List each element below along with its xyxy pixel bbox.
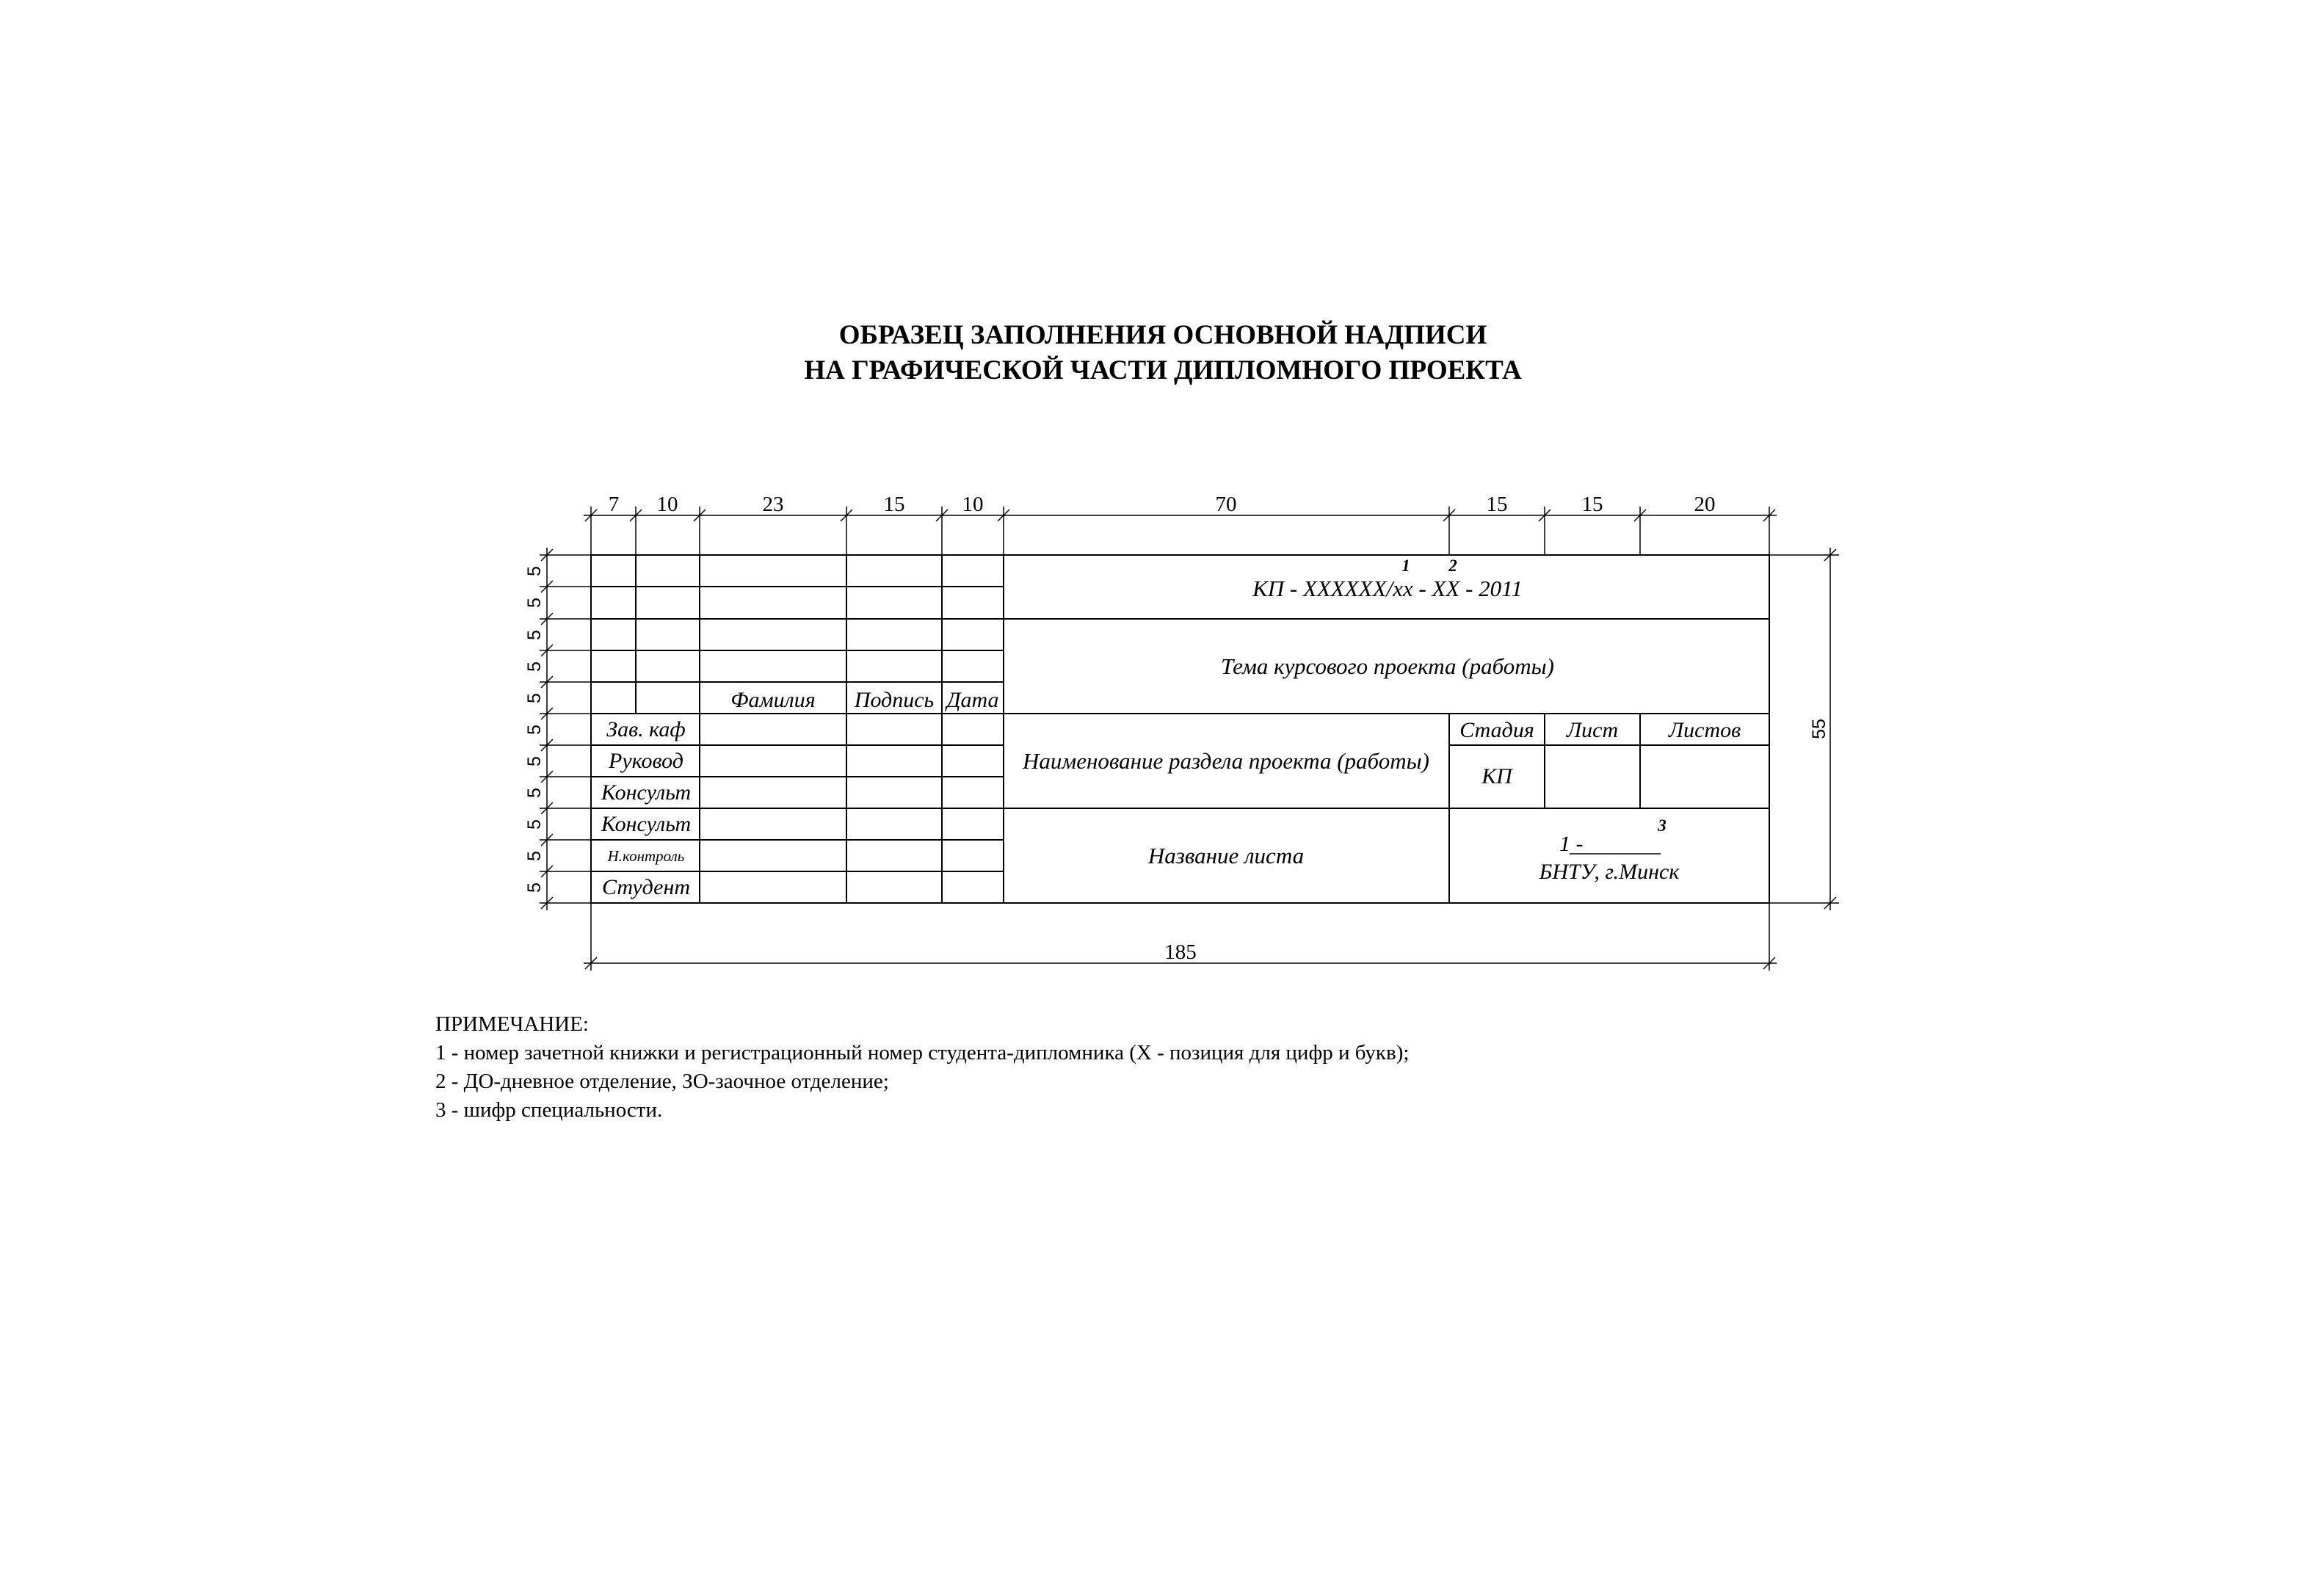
project-topic: Тема курсового проекта (работы) <box>1221 653 1554 679</box>
col-width-label: 7 <box>608 493 620 516</box>
role-head: Зав. каф <box>606 717 686 741</box>
row-height-label: 5 <box>524 851 545 861</box>
row-height-label: 5 <box>524 598 545 608</box>
row-height-label: 5 <box>524 566 545 576</box>
col-width-label: 15 <box>1486 493 1508 516</box>
org-mark: 3 <box>1658 816 1666 835</box>
row-height-label: 5 <box>524 725 545 735</box>
col-width-label: 15 <box>1581 493 1603 516</box>
org-group: 1 - <box>1559 832 1584 856</box>
col-width-label: 10 <box>962 493 984 516</box>
row-height-labels <box>524 566 545 893</box>
document-designation: КП - ХХХХХХ/хх - ХХ - 2011 <box>1252 576 1523 601</box>
sheets-header: Листов <box>1668 718 1741 742</box>
note-item: 3 - шифр специальности. <box>435 1098 663 1122</box>
col-width-label: 15 <box>883 493 905 516</box>
role-normcontrol: Н.контроль <box>607 847 685 865</box>
designation-mark-2: 2 <box>1448 556 1457 575</box>
left-dimension <box>540 548 591 910</box>
row-height-label: 5 <box>524 756 545 766</box>
role-student: Студент <box>602 875 690 899</box>
col-width-label: 10 <box>656 493 678 516</box>
col-width-label: 23 <box>762 493 784 516</box>
total-height-label: 55 <box>1809 719 1829 739</box>
stage-value: КП <box>1481 764 1512 788</box>
role-consultant: Консульт <box>601 780 692 805</box>
page-title-line1: ОБРАЗЕЦ ЗАПОЛНЕНИЯ ОСНОВНОЙ НАДПИСИ <box>838 320 1487 350</box>
role-consultant: Консульт <box>601 812 692 836</box>
col-width-label: 70 <box>1215 493 1237 516</box>
sheet-title: Название листа <box>1147 843 1305 868</box>
row-height-label: 5 <box>524 819 545 830</box>
note-item: 2 - ДО-дневное отделение, ЗО-заочное отделение; <box>435 1070 889 1093</box>
row-height-label: 5 <box>524 882 545 893</box>
header-surname: Фамилия <box>730 688 816 712</box>
row-height-label: 5 <box>524 788 545 798</box>
sheet-header: Лист <box>1566 718 1619 742</box>
row-height-label: 5 <box>524 630 545 640</box>
org-name: БНТУ, г.Минск <box>1539 860 1680 884</box>
page-title-line2: НА ГРАФИЧЕСКОЙ ЧАСТИ ДИПЛОМНОГО ПРОЕКТА <box>804 355 1522 385</box>
section-name: Наименование раздела проекта (работы) <box>1023 748 1429 774</box>
row-height-label: 5 <box>524 661 545 672</box>
col-width-label: 20 <box>1694 493 1716 516</box>
notes-section <box>435 1010 1409 1125</box>
header-signature: Подпись <box>854 688 935 712</box>
designation-mark-1: 1 <box>1401 556 1410 575</box>
note-item: 1 - номер зачетной книжки и регистрационный номер студента-дипломника (Х - позиция для цифр и букв); <box>435 1041 1410 1064</box>
row-height-label: 5 <box>524 693 545 703</box>
role-supervisor: Руковод <box>609 749 683 773</box>
header-date: Дата <box>946 688 999 712</box>
total-width-label: 185 <box>1164 940 1197 964</box>
column-width-labels <box>609 493 1716 516</box>
notes-heading: ПРИМЕЧАНИЕ: <box>435 1012 589 1036</box>
stage-header: Стадия <box>1459 718 1534 742</box>
